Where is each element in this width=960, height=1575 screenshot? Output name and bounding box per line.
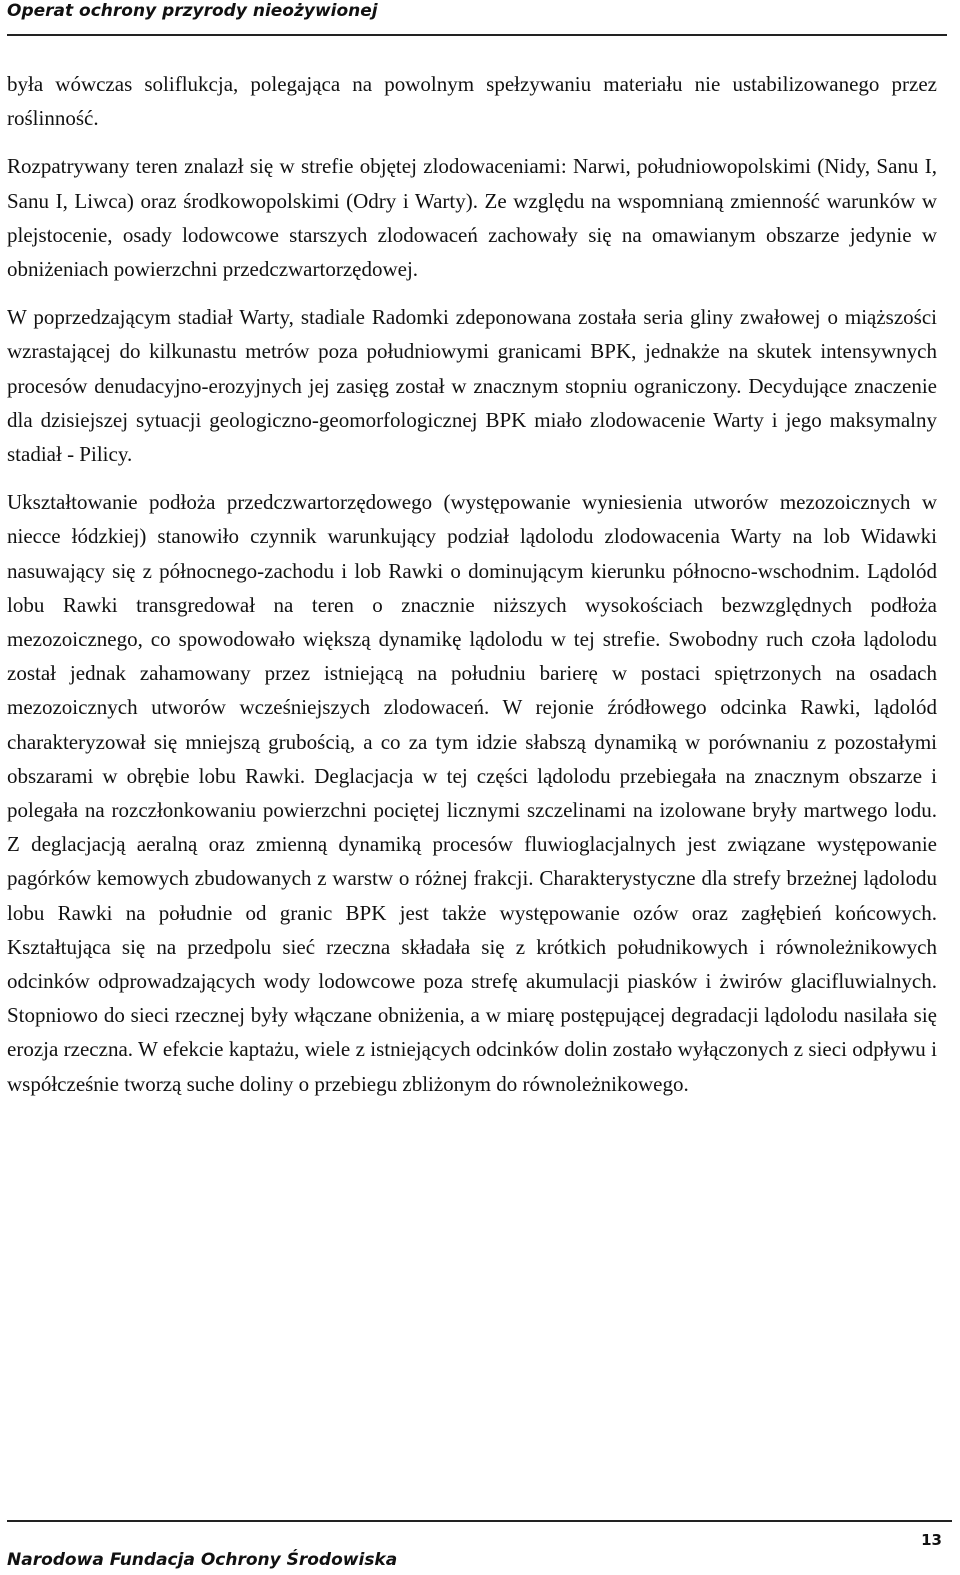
header-divider bbox=[7, 34, 947, 36]
paragraph-4: Ukształtowanie podłoża przedczwartorzędowego (występowanie wyniesienia utworów mezozoicznych w niecce łódzkiej) stanowiło czynnik warunkujący podział lądolodu zlodowacenia Warty na lob Widawki nasuwający się z północnego-zachodu i lob Rawki o dominującym kierunku północno-wschodnim. Lądolód lobu Rawki transgredował na teren o znacznie niższych wysokościach bezwzględnych podłoża mezozoicznego, co spowodowało większą dynamikę lądolodu w tej strefie. Swobodny ruch czoła lądolodu został jednak zahamowany przez istniejącą na południu barierę w postaci spiętrzonych na osadach mezozoicznych utworów wcześniejszych zlodowaceń. W rejonie źródłowego odcinka Rawki, lądolód charakteryzował się mniejszą grubością, a co za tym idzie słabszą dynamiką w porównaniu z pozostałymi obszarami w obrębie lobu Rawki. Deglacjacja w tej części lądolodu przebiegała na znacznym obszarze i polegała na rozczłonkowaniu powierzchni pociętej licznymi szczelinami na izolowane bryły martwego lodu. Z deglacjacją aeralną oraz zmienną dynamiką procesów fluwioglacjalnych jest związane występowanie pagórków kemowych zbudowanych z warstw o różnej frakcji. Charakterystyczne dla strefy brzeżnej lądolodu lobu Rawki na południe od granic BPK jest także występowanie ozów oraz zagłębień końcowych. Kształtująca się na przedpolu sieć rzeczna składała się z krótkich południkowych i równoleżnikowych odcinków odprowadzających wody lodowcowe poza strefę akumulacji piasków i żwirów glacifluwialnych. Stopniowo do sieci rzecznej były włączane obniżenia, a w miarę postępującej degradacji lądolodu nasilała się erozja rzeczna. W efekcie kaptażu, wiele z istniejących odcinków dolin zostało wyłączonych z sieci odpływu i współcześnie tworzą suche doliny o przebiegu zbliżonym do równoleżnikowego. bbox=[7, 490, 937, 1096]
page-header bbox=[7, 0, 947, 30]
footer-divider bbox=[7, 1520, 952, 1522]
paragraph-1: była wówczas soliflukcja, polegająca na powolnym spełzywaniu materiału nie ustabilizowanego przez roślinność. bbox=[7, 72, 937, 131]
page-number: 13 bbox=[921, 1531, 942, 1549]
paragraph-2: Rozpatrywany teren znalazł się w strefie objętej zlodowaceniami: Narwi, południowopolskimi (Nidy, Sanu I, Sanu I, Liwca) oraz środkowopolskimi (Odry i Warty). Ze względu na wspomnianą zmienność warunków w plejstocenie, osady lodowcowe starszych zlodowaceń zachowały się na omawianym obszarze jedynie w obniżeniach powierzchni przedczwartorzędowej. bbox=[7, 154, 937, 282]
document-body bbox=[7, 67, 937, 1115]
page-footer bbox=[7, 1512, 952, 1575]
document-title: Operat ochrony przyrody nieożywionej bbox=[7, 1, 378, 21]
paragraph-3: W poprzedzającym stadiał Warty, stadiale Radomki zdeponowana została seria gliny zwałowej o miąższości wzrastającej do kilkunastu metrów poza południowymi granicami BPK, jednakże na skutek intensywnych procesów denudacyjno-erozyjnych jej zasięg został w znacznym stopniu ograniczony. Decydujące znaczenie dla dzisiejszej sytuacji geologiczno-geomorfologicznej BPK miało zlodowacenie Warty i jego maksymalny stadiał - Pilicy. bbox=[7, 305, 937, 467]
footer-organization: Narodowa Fundacja Ochrony Środowiska bbox=[7, 1550, 398, 1570]
